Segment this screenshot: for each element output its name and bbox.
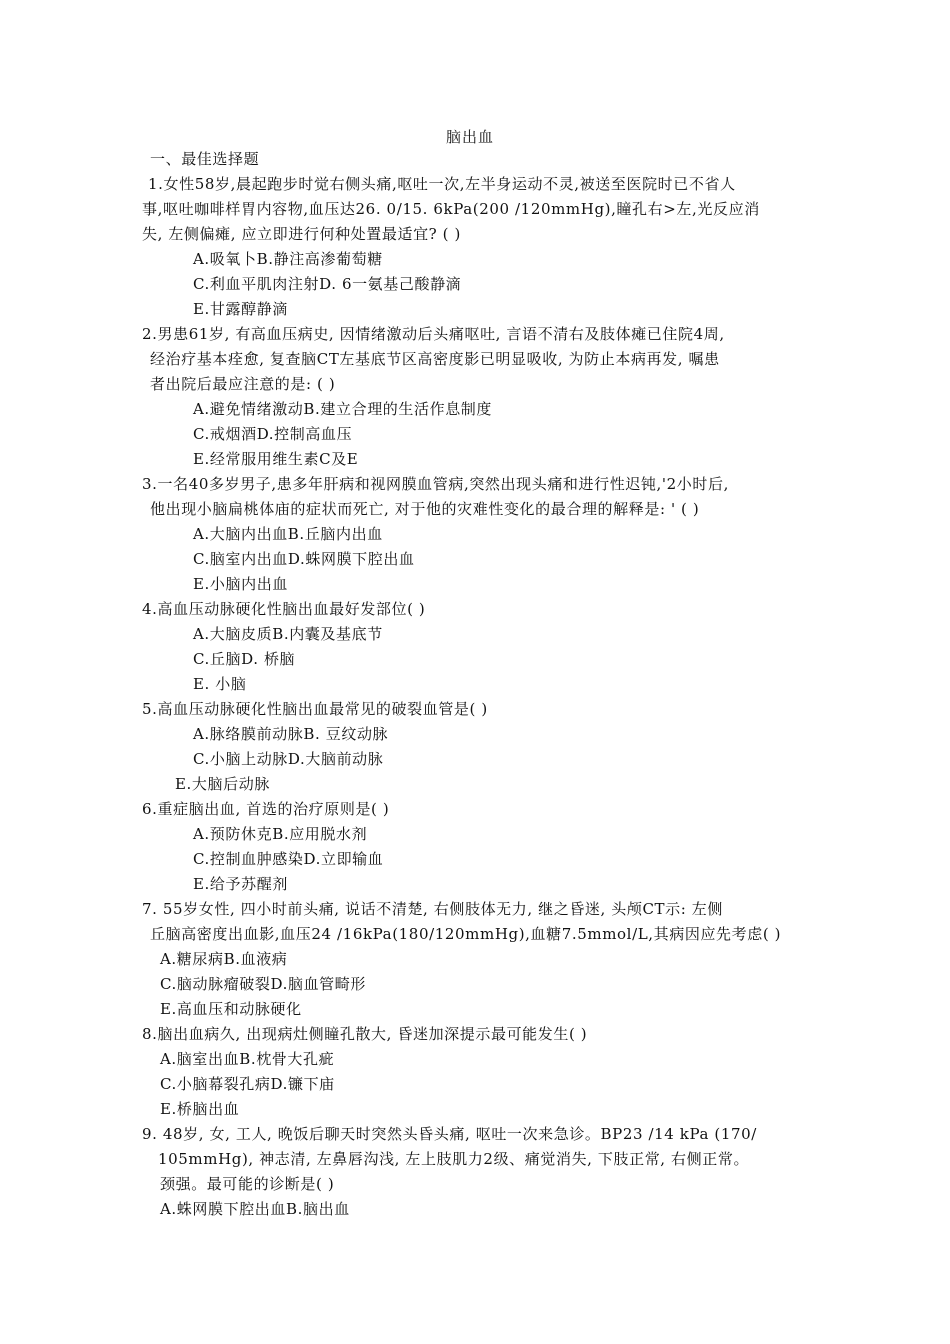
option-line: A.避免情绪激动B.建立合理的生活作息制度	[193, 400, 492, 418]
option-line: A.大脑内出血B.丘脑内出血	[193, 525, 383, 543]
option-line: A.脉络膜前动脉B. 豆纹动脉	[193, 725, 389, 743]
section-heading: 一、最佳选择题	[150, 150, 260, 168]
question-7-stem: 7. 55岁女性, 四小时前头痛, 说话不清楚, 右侧肢体无力, 继之昏迷, 头颅CT示: 左侧	[142, 900, 723, 918]
question-4-stem: 4.高血压动脉硬化性脑出血最好发部位( )	[142, 600, 426, 618]
option-line: A.吸氧卜B.静注高渗葡萄糖	[193, 250, 383, 268]
question-9-stem: 9. 48岁, 女, 工人, 晚饭后聊天时突然头昏头痛, 呕吐一次来急诊。BP23 /14 kPa (170/	[142, 1125, 757, 1143]
option-line: E.高血压和动脉硬化	[160, 1000, 302, 1018]
question-2-stem: 经治疗基本痊愈, 复查脑CT左基底节区高密度影已明显吸收, 为防止本病再发, 嘱患	[150, 350, 720, 368]
option-line: A.大脑皮质B.内囊及基底节	[193, 625, 383, 643]
question-5-stem: 5.高血压动脉硬化性脑出血最常见的破裂血管是( )	[142, 700, 488, 718]
option-line: C.控制血肿感染D.立即输血	[193, 850, 384, 868]
option-line: E.经常服用维生素C及E	[193, 450, 359, 468]
option-line: C.戒烟酒D.控制高血压	[193, 425, 353, 443]
question-3-stem: 他出现小脑扁桃体庙的症状而死亡, 对于他的灾难性变化的最合理的解释是: ' ( )	[150, 500, 700, 518]
option-line: C.脑动脉瘤破裂D.脑血管畸形	[160, 975, 366, 993]
option-line: C.丘脑D. 桥脑	[193, 650, 296, 668]
question-1-stem: 1.女性58岁,晨起跑步时觉右侧头痛,呕吐一次,左半身运动不灵,被送至医院时已不省人	[148, 175, 736, 193]
question-7-stem: 丘脑高密度出血影,血压24 /16kPa(180/120mmHg),血糖7.5mmol/L,其病因应先考虑( )	[150, 925, 782, 943]
question-6-stem: 6.重症脑出血, 首选的治疗原则是( )	[142, 800, 390, 818]
question-9-stem: 105mmHg), 神志清, 左鼻唇沟浅, 左上肢肌力2级、痛觉消失, 下肢正常, 右侧正常。	[158, 1150, 750, 1168]
option-line: A.糖尿病B.血液病	[160, 950, 288, 968]
option-line: E. 小脑	[193, 675, 247, 693]
option-line: A.预防休克B.应用脱水剂	[193, 825, 368, 843]
question-8-stem: 8.脑出血病久, 出现病灶侧瞳孔散大, 昏迷加深提示最可能发生( )	[142, 1025, 588, 1043]
option-line: C.小脑上动脉D.大脑前动脉	[193, 750, 384, 768]
option-line: C.脑室内出血D.蛛网膜下腔出血	[193, 550, 415, 568]
option-line: E.桥脑出血	[160, 1100, 240, 1118]
question-1-stem: 事,呕吐咖啡样胃内容物,血压达26. 0/15. 6kPa(200 /120mmHg),瞳孔右>左,光反应消	[142, 200, 760, 218]
question-2-stem: 2.男患61岁, 有高血压病史, 因情绪激动后头痛呕吐, 言语不清右及肢体瘫已住院4周,	[142, 325, 725, 343]
option-line: E.大脑后动脉	[175, 775, 270, 793]
option-line: A.脑室出血B.枕骨大孔疵	[160, 1050, 335, 1068]
option-line: C.利血平肌肉注射D. 6一氨基己酸静滴	[193, 275, 462, 293]
question-1-stem: 失, 左侧偏瘫, 应立即进行何种处置最适宜? ( )	[142, 225, 461, 243]
document-title: 脑出血	[446, 128, 495, 146]
option-line: C.小脑幕裂孔病D.镰下庙	[160, 1075, 335, 1093]
option-line: E.小脑内出血	[193, 575, 288, 593]
question-9-stem: 颈强。最可能的诊断是( )	[160, 1175, 335, 1193]
question-3-stem: 3.一名40多岁男子,患多年肝病和视网膜血管病,突然出现头痛和进行性迟钝,'2小时后,	[142, 475, 729, 493]
option-line: E.给予苏醒剂	[193, 875, 288, 893]
option-line: A.蛛网膜下腔出血B.脑出血	[160, 1200, 350, 1218]
option-line: E.甘露醇静滴	[193, 300, 288, 318]
question-2-stem: 者出院后最应注意的是: ( )	[150, 375, 336, 393]
